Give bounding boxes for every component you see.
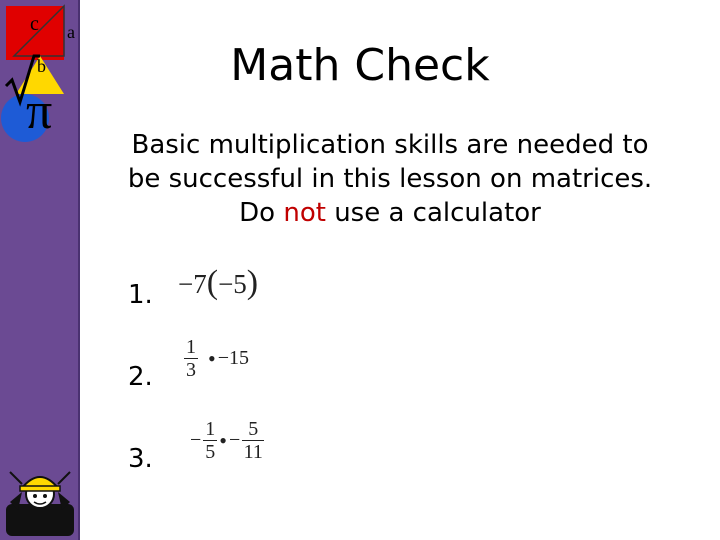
problem-3-fraction-2-numerator: 5 (248, 418, 259, 440)
problem-3-neg-2: − (228, 429, 241, 451)
problem-1-expression: −7(−5) (178, 264, 259, 301)
problem-2-expression (184, 336, 249, 381)
problem-2-fraction (184, 336, 198, 381)
logo-label-a: a (67, 22, 75, 42)
logo-label-c: c (30, 13, 39, 35)
problem-1-paren-value: −5 (218, 269, 247, 299)
slide-title: Math Check (230, 40, 490, 91)
problem-2-number: 2. (128, 362, 153, 392)
problem-2-operand: −15 (217, 347, 249, 369)
problem-3-fraction-2-denominator: 11 (243, 441, 263, 463)
problem-3-fraction-1-denominator: 5 (205, 441, 216, 463)
problem-2-dot: • (208, 345, 216, 371)
problem-3-fraction-2 (242, 418, 264, 463)
logo-pi-symbol: π (26, 83, 53, 140)
problem-3-dot: • (219, 427, 227, 453)
mascot-icon (0, 462, 80, 540)
problem-3-number: 3. (128, 444, 153, 474)
problem-2-denominator: 3 (186, 359, 196, 381)
intro-text: Basic multiplication skills are needed to be successful in this lesson on matrices. Do (127, 130, 653, 228)
problem-3-fraction-1 (203, 418, 217, 463)
problem-3-expression (190, 418, 264, 463)
problem-1-number: 1. (128, 280, 153, 310)
intro-text-end: use a calculator (325, 198, 541, 228)
logo-label-b: b (37, 56, 46, 76)
problem-3-neg-1: − (190, 429, 202, 451)
intro-paragraph (120, 128, 660, 230)
intro-emphasis-not: not (283, 198, 326, 228)
problem-3-fraction-1-numerator: 1 (205, 418, 216, 440)
problem-2-numerator: 1 (186, 336, 196, 358)
problem-1-base: −7 (178, 269, 207, 299)
